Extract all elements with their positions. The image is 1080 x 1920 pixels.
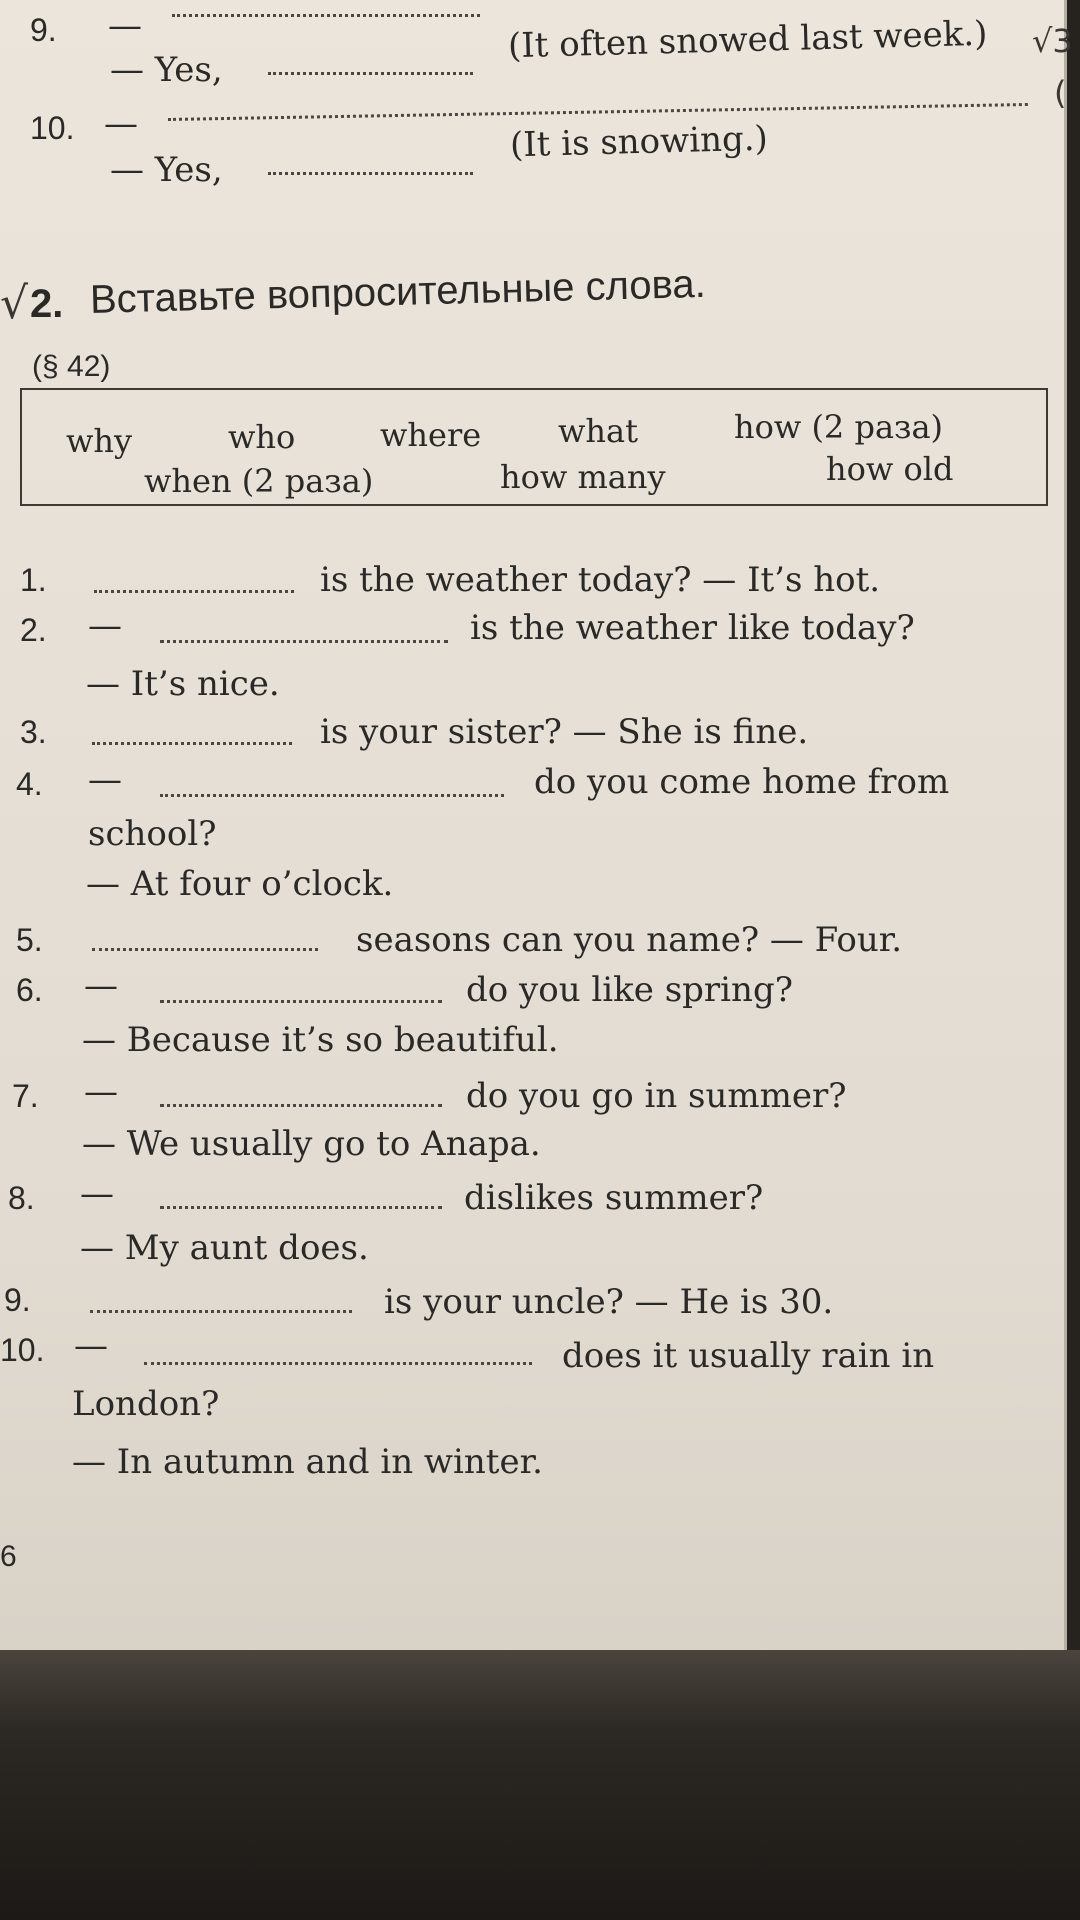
item-10-question-cont: London?: [72, 1384, 220, 1424]
item-7-dash: —: [84, 1072, 118, 1112]
word-why: why: [66, 422, 133, 460]
item-9-blank[interactable]: [90, 1310, 352, 1313]
item-1-blank[interactable]: [94, 590, 294, 593]
exercise-number: 2.: [30, 282, 64, 326]
item-9-number: 9.: [4, 1282, 31, 1318]
item-3-question: is your sister? — She is fine.: [320, 712, 809, 752]
item-5-number: 5.: [16, 922, 43, 958]
prev-item-9-number: 9.: [30, 12, 57, 48]
exercise-section: (§ 42): [32, 350, 111, 383]
item-6-number: 6.: [16, 972, 43, 1008]
item-6-dash: —: [84, 966, 118, 1006]
item-8-number: 8.: [8, 1180, 35, 1216]
item-4-question: do you come home from: [534, 762, 950, 802]
check-mark-icon: √: [0, 278, 29, 329]
word-how: how (2 раза): [734, 408, 944, 446]
page-number: 6: [0, 1540, 17, 1573]
exercise-title: Вставьте вопросительные слова.: [89, 261, 707, 322]
item-4-dash: —: [88, 760, 122, 800]
prev-item-10-note: (It is snowing.): [509, 118, 769, 166]
item-10-blank[interactable]: [144, 1362, 532, 1365]
word-how-old: how old: [826, 450, 954, 488]
prev-item-9-blank[interactable]: [172, 14, 480, 17]
prev-margin-mark: √3: [1032, 22, 1073, 60]
word-where: where: [380, 416, 482, 454]
prev-item-10-blank[interactable]: [168, 103, 1028, 121]
item-7-question: do you go in summer?: [466, 1076, 847, 1116]
word-how-many: how many: [500, 458, 666, 496]
item-7-answer: — We usually go to Anapa.: [82, 1124, 541, 1164]
item-6-blank[interactable]: [160, 1000, 442, 1003]
item-6-answer: — Because it’s so beautiful.: [82, 1020, 559, 1060]
prev-item-9-answer-blank[interactable]: [268, 72, 473, 75]
item-3-number: 3.: [20, 714, 47, 750]
item-2-dash: —: [88, 606, 122, 646]
item-8-dash: —: [80, 1174, 114, 1214]
item-5-question: seasons can you name? — Four.: [356, 920, 903, 960]
item-8-question: dislikes summer?: [464, 1178, 764, 1218]
item-10-dash: —: [74, 1326, 108, 1366]
item-3-blank[interactable]: [92, 742, 292, 745]
item-5-blank[interactable]: [92, 948, 318, 951]
prev-margin-paren: (: [1054, 74, 1067, 112]
prev-item-10-answer-blank[interactable]: [268, 172, 473, 175]
word-who: who: [228, 418, 296, 456]
item-10-question: does it usually rain in: [562, 1336, 935, 1376]
item-10-number: 10.: [0, 1332, 45, 1368]
prev-item-9-dash: —: [108, 6, 142, 46]
item-9-question: is your uncle? — He is 30.: [384, 1282, 834, 1322]
item-1-number: 1.: [20, 562, 47, 598]
item-2-blank[interactable]: [160, 640, 448, 643]
item-8-blank[interactable]: [160, 1206, 442, 1209]
prev-item-9-note: (It often snowed last week.): [507, 13, 988, 67]
background-surface: [0, 1650, 1080, 1920]
prev-item-10-dash: —: [104, 104, 138, 144]
prev-item-10-answer: — Yes,: [110, 150, 223, 190]
item-2-number: 2.: [20, 612, 47, 648]
word-what: what: [558, 412, 638, 450]
word-when: when (2 раза): [144, 462, 374, 500]
item-4-answer: — At four o’clock.: [86, 864, 394, 904]
item-2-answer: — It’s nice.: [86, 664, 280, 704]
item-8-answer: — My aunt does.: [80, 1228, 369, 1268]
item-1-question: is the weather today? — It’s hot.: [320, 560, 881, 600]
item-7-blank[interactable]: [160, 1104, 442, 1107]
item-4-question-cont: school?: [88, 814, 217, 854]
prev-item-9-answer: — Yes,: [110, 50, 223, 90]
item-6-question: do you like spring?: [466, 970, 793, 1010]
word-box: [20, 388, 1048, 506]
item-7-number: 7.: [12, 1078, 39, 1114]
prev-item-10-number: 10.: [30, 110, 75, 146]
item-4-blank[interactable]: [160, 794, 504, 797]
item-4-number: 4.: [16, 766, 43, 802]
item-2-question: is the weather like today?: [470, 608, 915, 648]
item-10-answer: — In autumn and in winter.: [72, 1442, 543, 1482]
